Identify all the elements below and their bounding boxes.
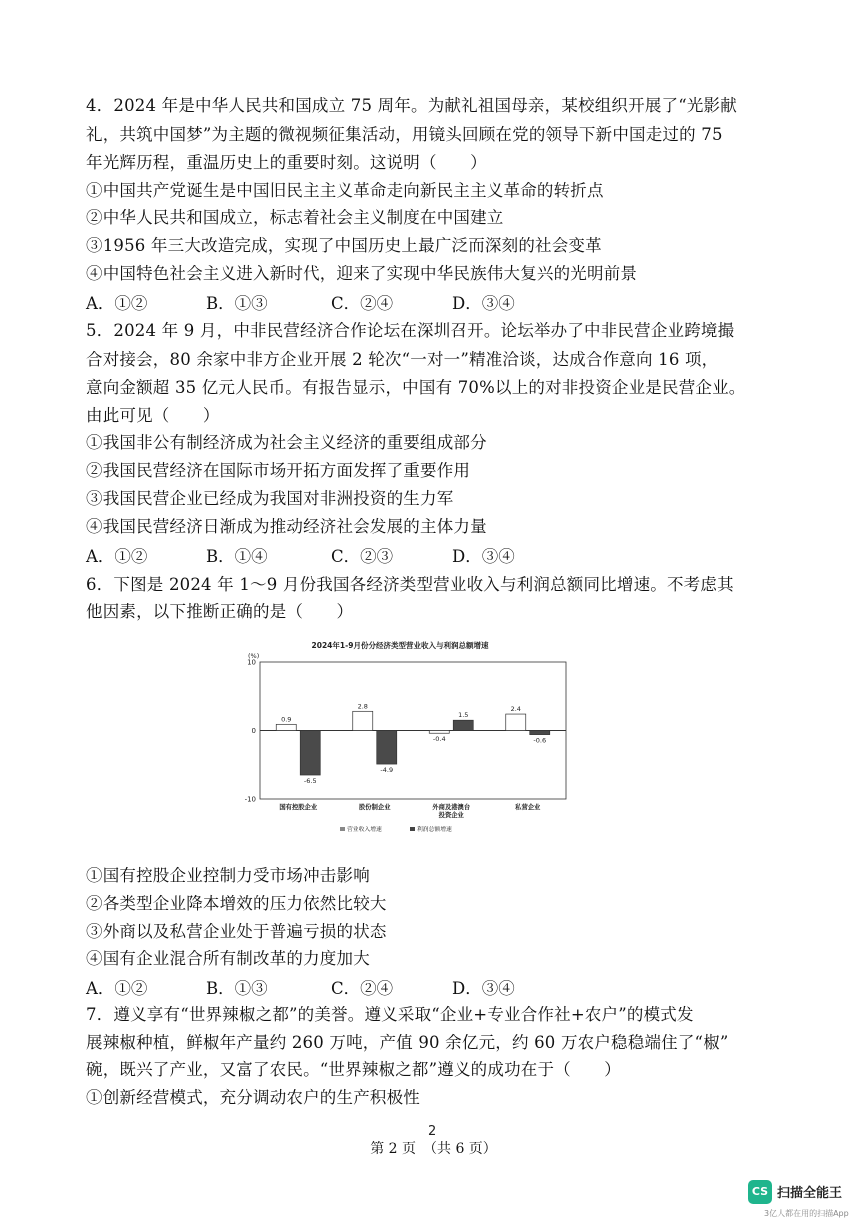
bar-revenue — [353, 711, 373, 730]
scanner-logo-icon: CS — [748, 1180, 772, 1204]
scanner-tagline: 3亿人都在用的扫描App — [764, 1209, 849, 1218]
q4-option-a[interactable]: A．①② — [86, 294, 148, 313]
q5-item-1: ①我国非公有制经济成为社会主义经济的重要组成部分 — [86, 433, 487, 452]
q6-option-a[interactable]: A．①② — [86, 979, 148, 998]
category-label: 股份制企业 — [359, 804, 391, 811]
bar-revenue — [429, 731, 449, 734]
category-label: 私营企业 — [515, 804, 541, 811]
data-label: -0.4 — [432, 735, 446, 744]
q4-option-b[interactable]: B．①③ — [206, 294, 268, 313]
data-label: -4.9 — [380, 766, 394, 775]
q4-options — [86, 294, 686, 314]
q5-stem-line-1: 5．2024 年 9 月，中非民营经济合作论坛在深圳召开。论坛举办了中非民营企业跨境撮 — [86, 321, 735, 340]
q5-option-b[interactable]: B．①④ — [206, 547, 268, 566]
q5-item-2: ②我国民营经济在国际市场开拓方面发挥了重要作用 — [86, 461, 471, 480]
category-label: 外商及港澳台 — [432, 804, 471, 811]
handwritten-page-mark: 2 — [428, 1124, 437, 1139]
data-label: 2.4 — [510, 705, 521, 714]
q6-item-2: ②各类型企业降本增效的压力依然比较大 — [86, 894, 387, 913]
data-label: 0.9 — [281, 715, 292, 724]
q7-stem-line-1: 7．遵义享有“世界辣椒之都”的美誉。遵义采取“企业+专业合作社+农户”的模式发 — [86, 1005, 694, 1024]
category-label: 投资企业 — [438, 812, 464, 819]
q5-option-a[interactable]: A．①② — [86, 547, 148, 566]
chart-marks — [245, 659, 566, 834]
q4-item-4: ④中国特色社会主义进入新时代，迎来了实现中华民族伟大复兴的光明前景 — [86, 264, 638, 283]
q7-stem-line-2: 展辣椒种植，鲜椒年产量约 260 万吨，产值 90 余亿元，约 60 万农户稳稳端住了“椒” — [86, 1033, 729, 1052]
q7-item-1: ①创新经营模式，充分调动农户的生产积极性 — [86, 1088, 420, 1107]
q6-item-4: ④国有企业混合所有制改革的力度加大 — [86, 949, 370, 968]
bar-revenue — [506, 714, 526, 730]
q6-stem-line-2: 他因素，以下推断正确的是（ ） — [86, 602, 354, 621]
y-tick-label: 0 — [251, 727, 256, 735]
legend-label: 利润总额增速 — [417, 827, 452, 833]
q4-option-c[interactable]: C．②④ — [331, 294, 394, 313]
y-tick-label: 10 — [247, 658, 256, 667]
chart-ylabel: (%) — [248, 652, 260, 660]
chart-title: 2024年1-9月份分经济类型营业收入与利润总额增速 — [311, 641, 489, 650]
q7-stem-line-3: 碗，既兴了产业，又富了农民。“世界辣椒之都”遵义的成功在于（ ） — [86, 1060, 621, 1079]
data-label: 2.8 — [357, 702, 368, 711]
q6-option-b[interactable]: B．①③ — [206, 979, 268, 998]
growth-chart-svg — [230, 636, 570, 836]
q6-item-1: ①国有控股企业控制力受市场冲击影响 — [86, 866, 370, 885]
legend-label: 营业收入增速 — [347, 827, 382, 833]
q4-option-d[interactable]: D．③④ — [452, 294, 515, 313]
bar-profit — [530, 731, 550, 735]
q6-options — [86, 979, 686, 999]
q5-item-4: ④我国民营经济日渐成为推动经济社会发展的主体力量 — [86, 517, 487, 536]
bar-revenue — [276, 724, 296, 730]
q6-item-3: ③外商以及私营企业处于普遍亏损的状态 — [86, 922, 387, 941]
q4-stem-line-2: 礼，共筑中国梦”为主题的微视频征集活动，用镜头回顾在党的领导下新中国走过的 75 — [86, 125, 723, 144]
scanner-brand-name: 扫描全能王 — [777, 1186, 843, 1201]
q6-stem-line-1: 6．下图是 2024 年 1～9 月份我国各经济类型营业收入与利润总额同比增速。不考虑其 — [86, 575, 734, 594]
y-tick-label: -10 — [244, 795, 256, 804]
q4-item-2: ②中华人民共和国成立，标志着社会主义制度在中国建立 — [86, 208, 504, 227]
q5-option-d[interactable]: D．③④ — [452, 547, 515, 566]
q5-item-3: ③我国民营企业已经成为我国对非洲投资的生力军 — [86, 489, 454, 508]
q4-item-1: ①中国共产党诞生是中国旧民主主义革命走向新民主主义革命的转折点 — [86, 181, 604, 200]
q5-stem-line-3: 意向金额超 35 亿元人民币。有报告显示，中国有 70%以上的对非投资企业是民营企业。 — [86, 378, 746, 397]
q4-item-3: ③1956 年三大改造完成，实现了中国历史上最广泛而深刻的社会变革 — [86, 236, 602, 255]
q6-option-c[interactable]: C．②④ — [331, 979, 394, 998]
legend-swatch — [340, 827, 345, 831]
page-number: 第 2 页 （共 6 页） — [370, 1141, 497, 1157]
data-label: -6.5 — [303, 777, 317, 786]
bar-profit — [377, 731, 397, 765]
q6-option-d[interactable]: D．③④ — [452, 979, 515, 998]
growth-chart — [230, 636, 570, 836]
q5-option-c[interactable]: C．②③ — [331, 547, 394, 566]
q5-stem-line-2: 合对接会，80 余家中非方企业开展 2 轮次“一对一”精准洽谈，达成合作意向 16 项， — [86, 350, 719, 369]
category-label: 国有控股企业 — [279, 804, 318, 811]
legend-swatch — [410, 827, 415, 831]
bar-profit — [453, 720, 473, 730]
data-label: 1.5 — [458, 711, 469, 720]
scanner-watermark — [748, 1180, 858, 1220]
q4-stem-line-3: 年光辉历程，重温历史上的重要时刻。这说明（ ） — [86, 153, 487, 172]
q5-stem-line-4: 由此可见（ ） — [86, 406, 220, 425]
data-label: -0.6 — [533, 736, 547, 745]
q4-stem-line-1: 4．2024 年是中华人民共和国成立 75 周年。为献礼祖国母亲，某校组织开展了“光影献 — [86, 96, 737, 115]
q5-options — [86, 547, 686, 567]
bar-profit — [300, 731, 320, 776]
